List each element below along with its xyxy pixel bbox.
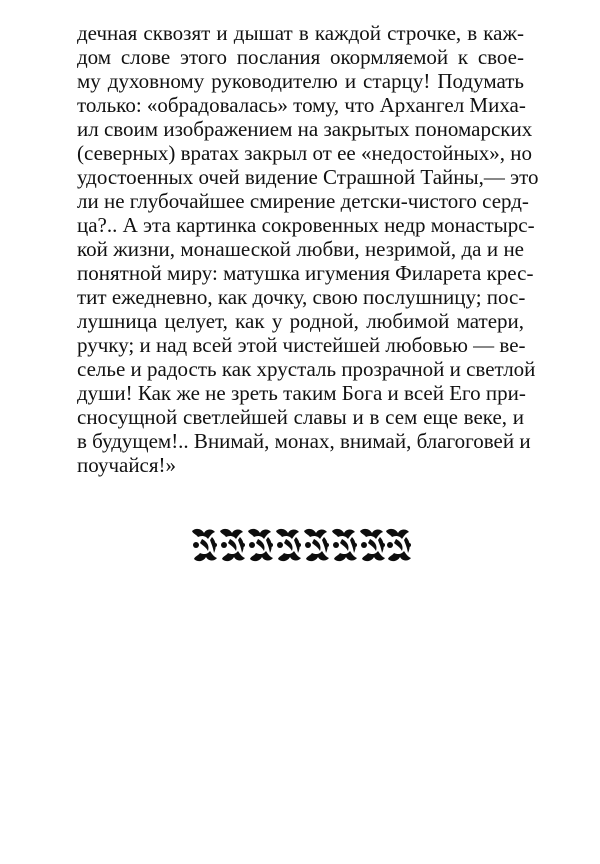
text-line: лушница целует, как у родной, любимой матери, xyxy=(77,309,524,333)
text-line: в будущем!.. Внимай, монах, внимай, благоговей и xyxy=(77,429,531,453)
text-line: кой жизни, монашеской любви, незримой, да и не xyxy=(77,237,524,261)
text-line: удостоенных очей видение Страшной Тайны,— это xyxy=(77,165,539,189)
text-line: ручку; и над всей этой чистейшей любовью — ве- xyxy=(77,333,526,357)
text-line: только: «обрадовалась» тому, что Архангел Миха- xyxy=(77,93,526,117)
text-line: поучайся!» xyxy=(77,453,177,477)
text-line: души! Как же не зреть таким Бога и всей Его при- xyxy=(77,381,526,405)
text-line: селье и радость как хрусталь прозрачной и светлой xyxy=(77,357,536,381)
text-line: дом слове этого послания окормляемой к свое- xyxy=(77,45,524,69)
text-line: ил своим изображением на закрытых пономарских xyxy=(77,117,533,141)
floral-divider-ornament-icon xyxy=(190,527,412,563)
text-line: ли не глубочайшее смирение детски-чистого серд- xyxy=(77,189,529,213)
text-line: ца?.. А эта картинка сокровенных недр монастырс- xyxy=(77,213,535,237)
text-line: понятной миру: матушка игумения Филарета крес- xyxy=(77,261,534,285)
text-line: сносущной светлейшей славы и в сем еще веке, и xyxy=(77,405,524,429)
text-line: дечная сквозят и дышат в каждой строчке, в каж- xyxy=(77,21,524,45)
text-line: (северных) вратах закрыл от ее «недостойных», но xyxy=(77,141,533,165)
text-line: тит ежедневно, как дочку, свою послушницу; пос- xyxy=(77,285,526,309)
body-text xyxy=(77,21,539,477)
text-line: му духовному руководителю и старцу! Подумать xyxy=(77,69,524,93)
